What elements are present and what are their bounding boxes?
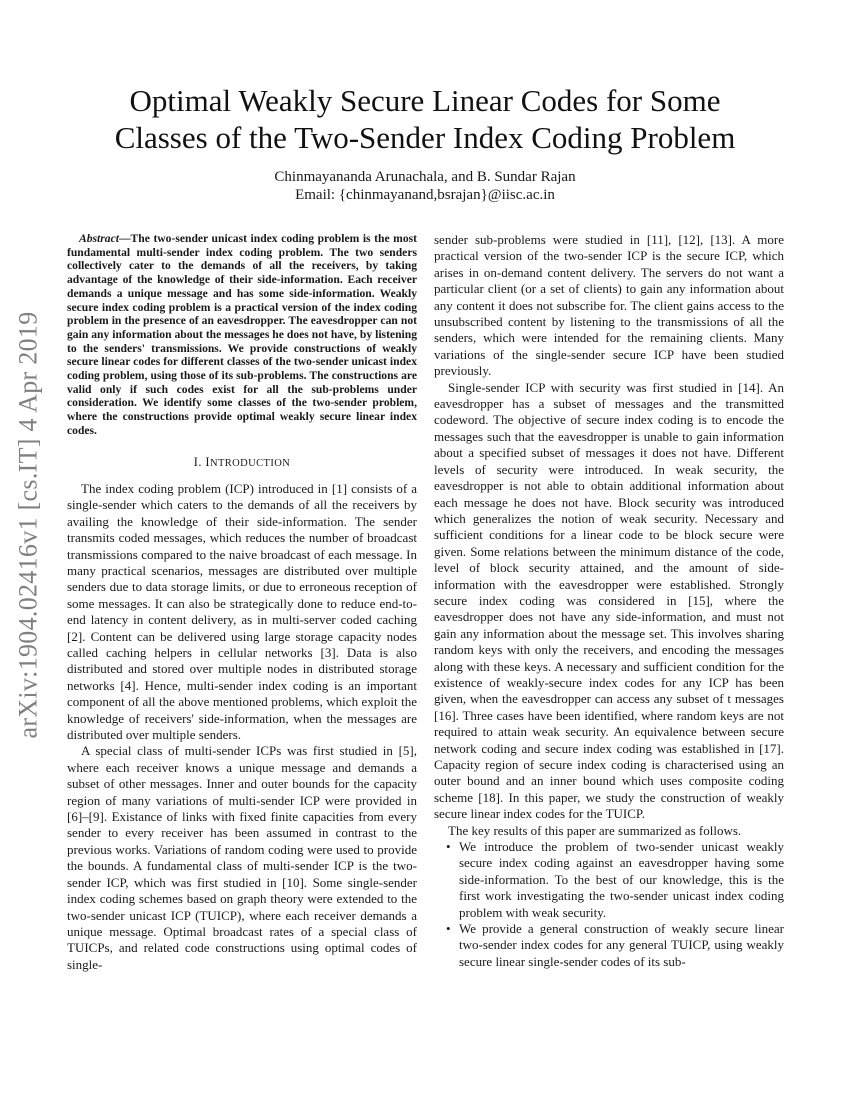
contribution-text: We introduce the problem of two-sender unicast weakly secure index coding against an eavesdropper having some side-information. To the best of our knowledge, this is the first work investigating the two-sender unicast index coding problem with weak security. xyxy=(459,839,784,920)
contribution-item xyxy=(446,921,784,970)
abstract-label: Abstract xyxy=(79,232,119,245)
abstract xyxy=(67,232,417,438)
intro-paragraph-1: The index coding problem (ICP) introduced in [1] consists of a single-sender which caters to the demands of all the receivers by availing the knowledge of their side-information. The sender transmits coded messages, which reduces the number of broadcast transmissions compared to the naive broadcast of each message. In many practical scenarios, messages are distributed over multiple senders due to data storage limits, or due to erroneous reception of some messages. It can also be strategically done to reduce end-to-end latency in content delivery, as in multi-server coded caching [2]. Content can be delivered using large storage capacity nodes called caching helpers in cellular networks [3]. Data is also distributed and stored over multiple nodes in distributed storage networks [4]. Hence, multi-sender index coding is an important component of all the above mentioned problems, which exploit the knowledge of receivers' side-information, when the messages are distributed over multiple senders. xyxy=(67,480,417,743)
intro-paragraph-5: The key results of this paper are summarized as follows. xyxy=(448,822,742,838)
contribution-text: We provide a general construction of weakly secure linear two-sender index codes for any general TUICP, using weakly secure linear single-sender codes of its sub- xyxy=(459,921,784,969)
left-column xyxy=(67,232,417,973)
title-line-1: Optimal Weakly Secure Linear Codes for Some xyxy=(129,83,721,118)
title-line-2: Classes of the Two-Sender Index Coding Problem xyxy=(114,120,736,155)
intro-paragraph-2: A special class of multi-sender ICPs was first studied in [5], where each receiver knows a unique message and demands a subset of other messages. Inner and outer bounds for the capacity region of many variations of multi-sender ICP were provided in [6]–[9]. Existance of links with fixed finite capacities from every sender to every receiver has been assumed in contrast to the previous works. Variations of random coding were used to provide the bounds. A fundamental class of multi-sender ICP is the two-sender ICP, which was first studied in [10]. Some single-sender index coding schemes based on graph theory were extended to the two-sender unicast ICP (TUICP), where each receiver demands a unique message. Optimal broadcast rates of a special class of TUICPs, and related code constructions using optimal codes of single- xyxy=(67,743,417,972)
arxiv-identifier: arXiv:1904.02416v1 [cs.IT] 4 Apr 2019 xyxy=(14,311,44,739)
contribution-item xyxy=(446,839,784,921)
intro-paragraph-4: Single-sender ICP with security was first studied in [14]. An eavesdropper has a subset of messages and the transmitted codeword. The objective of secure index coding is to encode the messages such that the eavesdropper is unable to gain information about a specified subset of messages it does not have. Different levels of security were introduced. In weak security, the eavesdropper is not able to obtain additional information about each message he does not have. Block security was introduced which generalizes the notion of weak security. Necessary and sufficient conditions for a linear code to be block secure were given. Some relations between the minimum distance of the code, level of block security attained, and the amount of side-information with the eavesdropper were established. Strongly secure index coding was considered in [15], where the eavesdropper does not have any side-information, and must not gain any information about the message set. This involves sharing random keys with only the receivers, and encoding the messages along with these keys. A necessary and sufficient condition for the existence of weakly-secure index codes for any ICP has been given, when the eavesdropper can access any subset of t messages [16]. Three cases have been identified, where random keys are not required to attain weak security. An equivalence between secure network coding and secure index coding was established in [17]. Capacity region of secure index coding is characterised using an outer bound and an inner bound which uses composite coding scheme [18]. In this paper, we study the construction of weakly secure linear index codes for the TUICP. xyxy=(434,379,784,822)
section-name-rest: NTRODUCTION xyxy=(209,457,291,469)
arxiv-sidebar xyxy=(4,290,54,760)
section-numeral: I. xyxy=(193,454,206,469)
bullet-icon: • xyxy=(446,839,451,855)
paper-title xyxy=(60,82,790,156)
right-column xyxy=(434,232,784,970)
paper-header xyxy=(60,82,790,204)
author-list: Chinmayananda Arunachala, and B. Sundar Rajan xyxy=(274,169,576,185)
section-heading-introduction xyxy=(67,454,417,472)
intro-paragraph-3: sender sub-problems were studied in [11], [12], [13]. A more practical version of the two-sender ICP is the secure ICP, which arises in on-demand content delivery. The servers do not want a particular client (or a set of clients) to gain any information about any content it does not subscribe for. The client gains access to the unsubscribed content by listening to the transmissions of all the senders, which were intended for the remaining clients. Many variations of the single-sender secure ICP have been studied previously. xyxy=(434,232,784,379)
contributions-list xyxy=(434,839,784,970)
bullet-icon: • xyxy=(446,921,451,937)
abstract-body: —The two-sender unicast index coding problem is the most fundamental multi-sender index coding problem. The two senders collectively cater to the demands of all the receivers, by taking advantage of the knowledge of their side-information. Each receiver demands a unique message and has some side-information. Weakly secure index coding problem is a practical version of the index coding problem in the presence of an eavesdropper. The eavesdropper can not gain any information about the messages he does not have, by listening to the senders' transmissions. We provide constructions of weakly secure linear codes for different classes of the two-sender unicast index coding problem, using those of its sub-problems. The constructions are valid only if such codes exist for all the sub-problems under consideration. We identify some classes of the two-sender problem, where the constructions provide optimal weakly secure linear index codes. xyxy=(67,232,417,437)
author-email: Email: {chinmayanand,bsrajan}@iisc.ac.in xyxy=(295,187,555,203)
section-name-initial: I xyxy=(205,454,210,469)
